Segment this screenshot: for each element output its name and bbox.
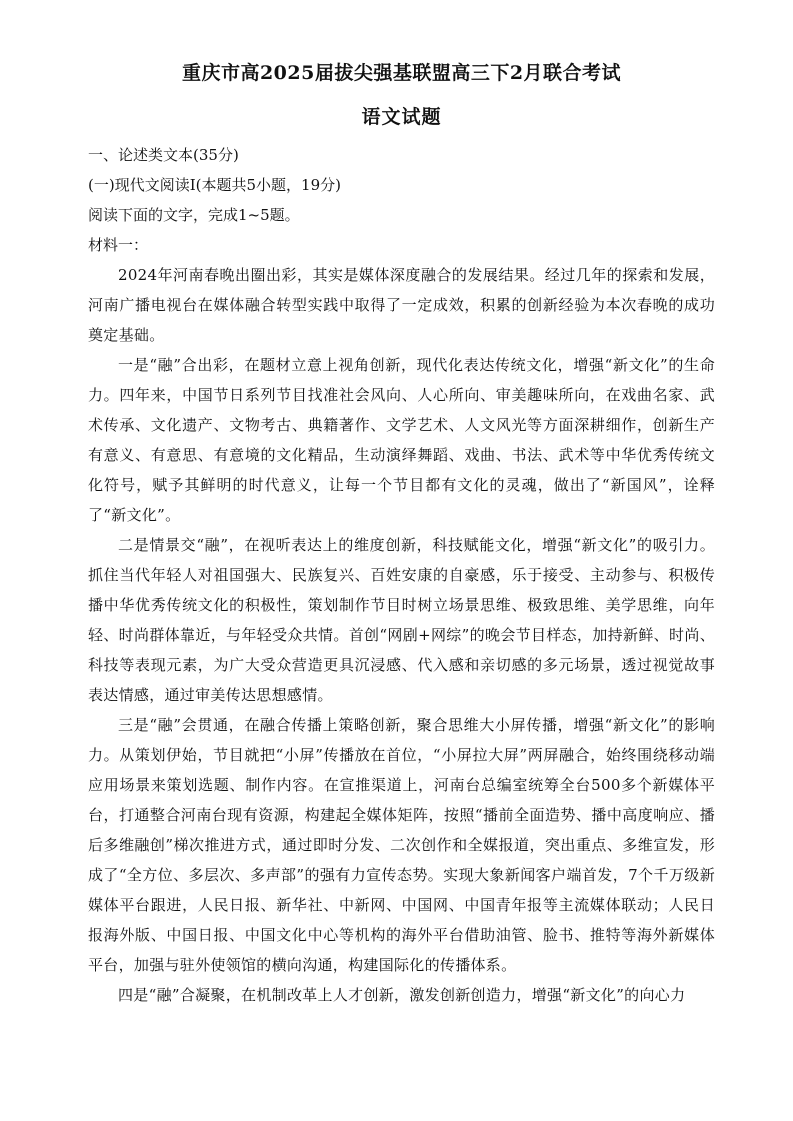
paragraph-2: 一是“融”合出彩，在题材立意上视角创新，现代化表达传统文化，增强“新文化”的生命力。四年来，中国节日系列节目找准社会风向、人心所向、审美趣味所向，在戏曲名家、武术传承、文化遗产、文物考古、典籍著作、文学艺术、人文风光等方面深耕细作，创新生产有意义、有意思、有意境的文化精品，生动演绎舞蹈、戏曲、书法、武术等中华优秀传统文化符号，赋予其鲜明的时代意义，让每一个节目都有文化的灵魂，做出了“新国风”，诠释了“新文化”。 <box>88 356 715 524</box>
section-heading: 一、论述类文本(35分) <box>88 146 239 164</box>
exam-title: 重庆市高2025届拔尖强基联盟高三下2月联合考试 <box>181 62 622 84</box>
exam-subtitle: 语文试题 <box>361 106 442 128</box>
part-heading: (一)现代文阅读Ⅰ(本题共5小题，19分) <box>88 176 341 194</box>
paragraph-4: 三是“融”会贯通，在融合传播上策略创新，聚合思维大小屏传播，增强“新文化”的影响力。从策划伊始，节目就把“小屏”传播放在首位，“小屏拉大屏”两屏融合，始终围绕移动端应用场景来策划选题、制作内容。在宣推渠道上，河南台总编室统筹全台500多个新媒体平台，打通整合河南台现有资源，构建起全媒体矩阵，按照“播前全面造势、播中高度响应、播后多维融创”梯次推进方式，通过即时分发、二次创作和全媒报道，突出重点、多维宣发，形成了“全方位、多层次、多声部”的强有力宣传态势。实现大象新闻客户端首发，7个千万级新媒体平台跟进，人民日报、新华社、中新网、中国网、中国青年报等主流媒体联动；人民日报海外版、中国日报、中国文化中心等机构的海外平台借助油管、脸书、推特等海外新媒体平台，加强与驻外使领馆的横向沟通，构建国际化的传播体系。 <box>88 716 715 974</box>
paragraph-1: 2024年河南春晚出圈出彩，其实是媒体深度融合的发展结果。经过几年的探索和发展，河南广播电视台在媒体融合转型实践中取得了一定成效，积累的创新经验为本次春晚的成功奠定基础。 <box>88 266 715 344</box>
reading-instruction: 阅读下面的文字，完成1~5题。 <box>88 206 300 224</box>
paragraph-5: 四是“融”合凝聚，在机制改革上人才创新，激发创新创造力，增强“新文化”的向心力 <box>118 986 686 1004</box>
material-label: 材料一： <box>88 236 149 254</box>
paragraph-3: 二是情景交“融”，在视听表达上的维度创新，科技赋能文化，增强“新文化”的吸引力。抓住当代年轻人对祖国强大、民族复兴、百姓安康的自豪感，乐于接受、主动参与、积极传播中华优秀传统文化的积极性，策划制作节目时树立场景思维、极致思维、美学思维，向年轻、时尚群体靠近，与年轻受众共情。首创“网剧+网综”的晚会节目样态，加持新鲜、时尚、科技等表现元素，为广大受众营造更具沉浸感、代入感和亲切感的多元场景，透过视觉故事表达情感，通过审美传达思想感情。 <box>88 536 715 704</box>
